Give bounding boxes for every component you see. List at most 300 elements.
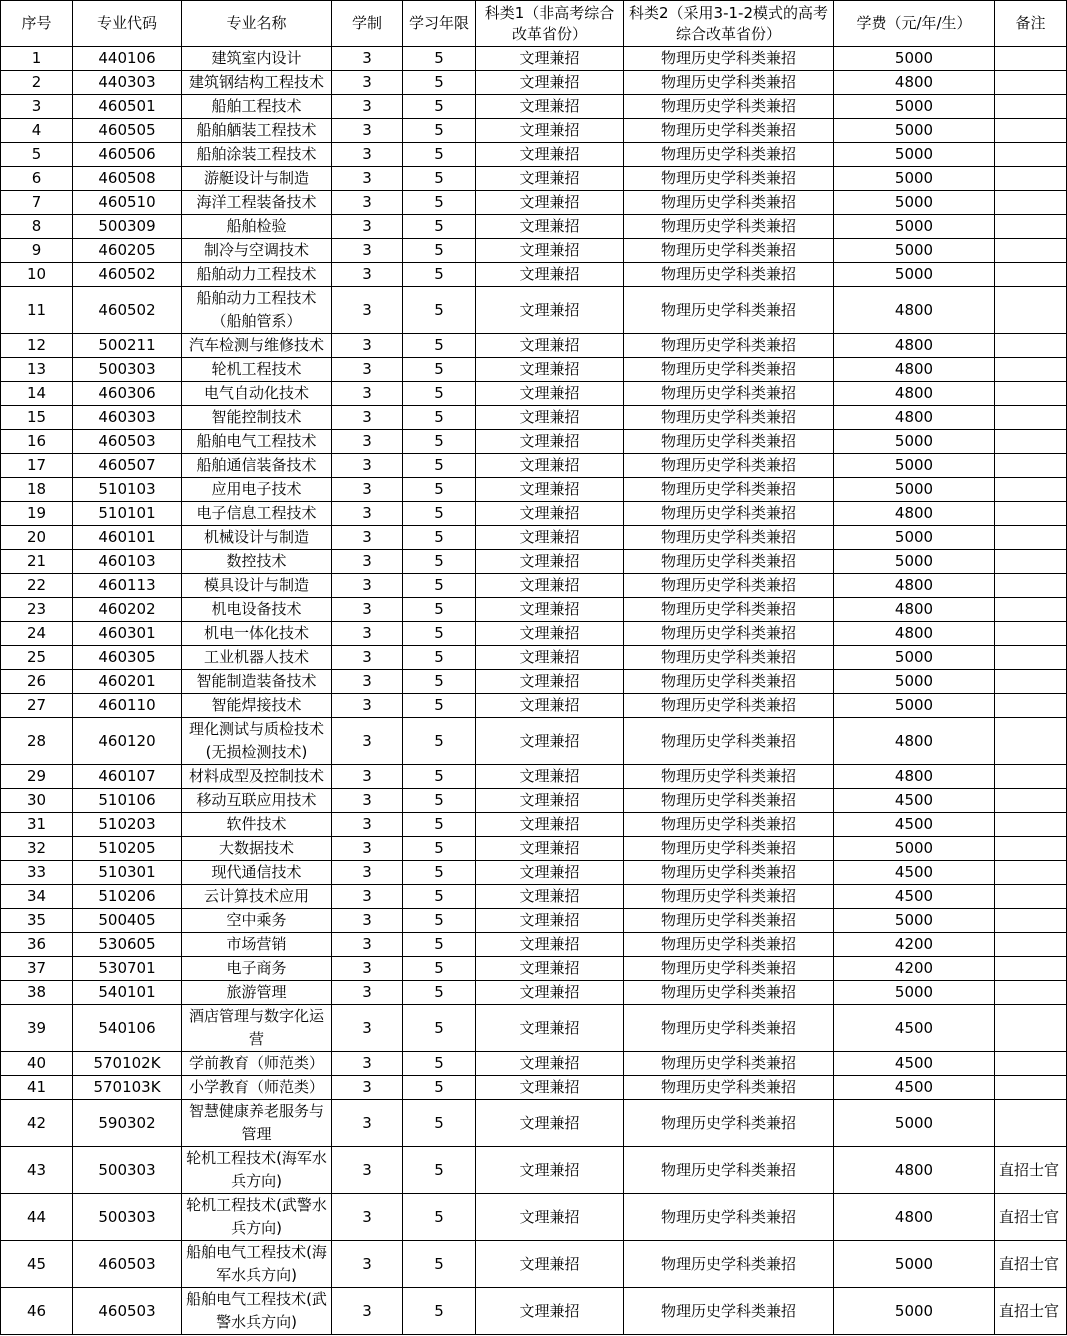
table-row xyxy=(1,694,1067,718)
category-1-cell: 文理兼招 xyxy=(476,598,624,622)
major-name-cell: 船舶电气工程技术(海军水兵方向) xyxy=(182,1241,332,1288)
program-length-cell: 3 xyxy=(332,406,403,430)
row-number-cell: 5 xyxy=(1,143,73,167)
remark-cell xyxy=(995,1100,1067,1147)
tuition-fee-cell: 5000 xyxy=(834,670,995,694)
category-2-cell: 物理历史学科类兼招 xyxy=(624,933,834,957)
category-2-cell: 物理历史学科类兼招 xyxy=(624,957,834,981)
major-name-cell: 市场营销 xyxy=(182,933,332,957)
major-name-cell: 机电一体化技术 xyxy=(182,622,332,646)
remark-cell xyxy=(995,765,1067,789)
remark-cell xyxy=(995,334,1067,358)
category-2-cell: 物理历史学科类兼招 xyxy=(624,502,834,526)
row-number-cell: 13 xyxy=(1,358,73,382)
tuition-fee-cell: 4800 xyxy=(834,765,995,789)
remark-cell xyxy=(995,598,1067,622)
study-years-cell: 5 xyxy=(403,789,476,813)
tuition-fee-cell: 5000 xyxy=(834,646,995,670)
major-code-cell: 460301 xyxy=(73,622,182,646)
category-2-cell: 物理历史学科类兼招 xyxy=(624,167,834,191)
table-row xyxy=(1,382,1067,406)
category-2-cell: 物理历史学科类兼招 xyxy=(624,574,834,598)
study-years-cell: 5 xyxy=(403,454,476,478)
row-number-cell: 45 xyxy=(1,1241,73,1288)
remark-cell xyxy=(995,550,1067,574)
category-2-cell: 物理历史学科类兼招 xyxy=(624,47,834,71)
major-code-cell: 530701 xyxy=(73,957,182,981)
table-row xyxy=(1,1288,1067,1335)
category-2-cell: 物理历史学科类兼招 xyxy=(624,454,834,478)
remark-cell xyxy=(995,47,1067,71)
remark-cell xyxy=(995,813,1067,837)
category-2-cell: 物理历史学科类兼招 xyxy=(624,1288,834,1335)
table-row xyxy=(1,598,1067,622)
table-row xyxy=(1,454,1067,478)
tuition-fee-cell: 5000 xyxy=(834,191,995,215)
table-row xyxy=(1,670,1067,694)
remark-cell xyxy=(995,789,1067,813)
major-name-cell: 船舶电气工程技术(武警水兵方向) xyxy=(182,1288,332,1335)
table-row xyxy=(1,47,1067,71)
category-2-cell: 物理历史学科类兼招 xyxy=(624,1052,834,1076)
category-1-cell: 文理兼招 xyxy=(476,502,624,526)
remark-cell xyxy=(995,119,1067,143)
header-cell: 科类2（采用3-1-2模式的高考综合改革省份） xyxy=(624,1,834,47)
table-row xyxy=(1,334,1067,358)
study-years-cell: 5 xyxy=(403,646,476,670)
remark-cell xyxy=(995,574,1067,598)
category-1-cell: 文理兼招 xyxy=(476,454,624,478)
major-code-cell: 460113 xyxy=(73,574,182,598)
row-number-cell: 29 xyxy=(1,765,73,789)
category-1-cell: 文理兼招 xyxy=(476,957,624,981)
major-name-cell: 材料成型及控制技术 xyxy=(182,765,332,789)
major-code-cell: 460506 xyxy=(73,143,182,167)
category-2-cell: 物理历史学科类兼招 xyxy=(624,287,834,334)
category-2-cell: 物理历史学科类兼招 xyxy=(624,143,834,167)
remark-cell xyxy=(995,646,1067,670)
table-row xyxy=(1,119,1067,143)
program-length-cell: 3 xyxy=(332,957,403,981)
major-code-cell: 460503 xyxy=(73,1241,182,1288)
header-cell: 学费（元/年/生） xyxy=(834,1,995,47)
category-1-cell: 文理兼招 xyxy=(476,885,624,909)
category-2-cell: 物理历史学科类兼招 xyxy=(624,239,834,263)
tuition-fee-cell: 5000 xyxy=(834,239,995,263)
major-code-cell: 590302 xyxy=(73,1100,182,1147)
major-code-cell: 460501 xyxy=(73,95,182,119)
remark-cell xyxy=(995,454,1067,478)
category-1-cell: 文理兼招 xyxy=(476,239,624,263)
row-number-cell: 1 xyxy=(1,47,73,71)
program-length-cell: 3 xyxy=(332,191,403,215)
tuition-fee-cell: 4500 xyxy=(834,813,995,837)
category-1-cell: 文理兼招 xyxy=(476,478,624,502)
category-1-cell: 文理兼招 xyxy=(476,1052,624,1076)
study-years-cell: 5 xyxy=(403,694,476,718)
header-cell: 专业代码 xyxy=(73,1,182,47)
major-name-cell: 数控技术 xyxy=(182,550,332,574)
category-1-cell: 文理兼招 xyxy=(476,837,624,861)
table-row xyxy=(1,478,1067,502)
major-code-cell: 500303 xyxy=(73,1147,182,1194)
row-number-cell: 36 xyxy=(1,933,73,957)
study-years-cell: 5 xyxy=(403,1147,476,1194)
remark-cell xyxy=(995,167,1067,191)
tuition-fee-cell: 5000 xyxy=(834,215,995,239)
study-years-cell: 5 xyxy=(403,718,476,765)
category-2-cell: 物理历史学科类兼招 xyxy=(624,95,834,119)
major-code-cell: 460505 xyxy=(73,119,182,143)
table-row xyxy=(1,1241,1067,1288)
program-length-cell: 3 xyxy=(332,1052,403,1076)
category-2-cell: 物理历史学科类兼招 xyxy=(624,1076,834,1100)
category-2-cell: 物理历史学科类兼招 xyxy=(624,885,834,909)
major-name-cell: 船舶通信装备技术 xyxy=(182,454,332,478)
table-row xyxy=(1,981,1067,1005)
category-2-cell: 物理历史学科类兼招 xyxy=(624,646,834,670)
program-length-cell: 3 xyxy=(332,670,403,694)
category-2-cell: 物理历史学科类兼招 xyxy=(624,622,834,646)
major-name-cell: 空中乘务 xyxy=(182,909,332,933)
program-length-cell: 3 xyxy=(332,981,403,1005)
tuition-fee-cell: 5000 xyxy=(834,526,995,550)
major-code-cell: 510205 xyxy=(73,837,182,861)
major-name-cell: 学前教育（师范类） xyxy=(182,1052,332,1076)
major-name-cell: 船舶工程技术 xyxy=(182,95,332,119)
program-length-cell: 3 xyxy=(332,933,403,957)
study-years-cell: 5 xyxy=(403,215,476,239)
major-name-cell: 游艇设计与制造 xyxy=(182,167,332,191)
program-length-cell: 3 xyxy=(332,1147,403,1194)
major-name-cell: 建筑钢结构工程技术 xyxy=(182,71,332,95)
tuition-fee-cell: 4800 xyxy=(834,334,995,358)
category-2-cell: 物理历史学科类兼招 xyxy=(624,813,834,837)
major-code-cell: 460107 xyxy=(73,765,182,789)
category-2-cell: 物理历史学科类兼招 xyxy=(624,1100,834,1147)
remark-cell xyxy=(995,885,1067,909)
tuition-fee-cell: 5000 xyxy=(834,143,995,167)
major-name-cell: 机电设备技术 xyxy=(182,598,332,622)
major-name-cell: 智能焊接技术 xyxy=(182,694,332,718)
category-1-cell: 文理兼招 xyxy=(476,263,624,287)
category-1-cell: 文理兼招 xyxy=(476,191,624,215)
row-number-cell: 35 xyxy=(1,909,73,933)
study-years-cell: 5 xyxy=(403,957,476,981)
row-number-cell: 41 xyxy=(1,1076,73,1100)
study-years-cell: 5 xyxy=(403,502,476,526)
table-row xyxy=(1,813,1067,837)
remark-cell xyxy=(995,670,1067,694)
row-number-cell: 7 xyxy=(1,191,73,215)
major-code-cell: 460103 xyxy=(73,550,182,574)
program-length-cell: 3 xyxy=(332,47,403,71)
major-code-cell: 500211 xyxy=(73,334,182,358)
category-2-cell: 物理历史学科类兼招 xyxy=(624,430,834,454)
major-code-cell: 500303 xyxy=(73,358,182,382)
remark-cell xyxy=(995,71,1067,95)
tuition-fee-cell: 5000 xyxy=(834,1100,995,1147)
remark-cell: 直招士官 xyxy=(995,1241,1067,1288)
category-2-cell: 物理历史学科类兼招 xyxy=(624,382,834,406)
major-name-cell: 船舶电气工程技术 xyxy=(182,430,332,454)
remark-cell xyxy=(995,239,1067,263)
major-name-cell: 建筑室内设计 xyxy=(182,47,332,71)
major-name-cell: 大数据技术 xyxy=(182,837,332,861)
category-1-cell: 文理兼招 xyxy=(476,789,624,813)
study-years-cell: 5 xyxy=(403,1076,476,1100)
major-code-cell: 460101 xyxy=(73,526,182,550)
study-years-cell: 5 xyxy=(403,478,476,502)
category-1-cell: 文理兼招 xyxy=(476,215,624,239)
study-years-cell: 5 xyxy=(403,933,476,957)
study-years-cell: 5 xyxy=(403,1241,476,1288)
row-number-cell: 44 xyxy=(1,1194,73,1241)
table-row xyxy=(1,430,1067,454)
tuition-fee-cell: 5000 xyxy=(834,430,995,454)
row-number-cell: 38 xyxy=(1,981,73,1005)
tuition-fee-cell: 4800 xyxy=(834,1194,995,1241)
remark-cell xyxy=(995,622,1067,646)
study-years-cell: 5 xyxy=(403,239,476,263)
category-1-cell: 文理兼招 xyxy=(476,670,624,694)
program-length-cell: 3 xyxy=(332,765,403,789)
program-length-cell: 3 xyxy=(332,837,403,861)
category-1-cell: 文理兼招 xyxy=(476,358,624,382)
tuition-fee-cell: 4800 xyxy=(834,718,995,765)
major-code-cell: 460510 xyxy=(73,191,182,215)
program-length-cell: 3 xyxy=(332,454,403,478)
category-2-cell: 物理历史学科类兼招 xyxy=(624,789,834,813)
remark-cell xyxy=(995,263,1067,287)
category-1-cell: 文理兼招 xyxy=(476,813,624,837)
tuition-fee-cell: 4800 xyxy=(834,71,995,95)
table-row xyxy=(1,71,1067,95)
major-code-cell: 510106 xyxy=(73,789,182,813)
major-code-cell: 540101 xyxy=(73,981,182,1005)
tuition-fee-cell: 4500 xyxy=(834,861,995,885)
major-code-cell: 460110 xyxy=(73,694,182,718)
study-years-cell: 5 xyxy=(403,263,476,287)
row-number-cell: 26 xyxy=(1,670,73,694)
tuition-fee-cell: 5000 xyxy=(834,454,995,478)
tuition-fee-cell: 4800 xyxy=(834,1147,995,1194)
category-1-cell: 文理兼招 xyxy=(476,622,624,646)
major-code-cell: 510103 xyxy=(73,478,182,502)
category-1-cell: 文理兼招 xyxy=(476,1100,624,1147)
major-name-cell: 现代通信技术 xyxy=(182,861,332,885)
remark-cell xyxy=(995,933,1067,957)
major-code-cell: 460306 xyxy=(73,382,182,406)
major-name-cell: 模具设计与制造 xyxy=(182,574,332,598)
major-name-cell: 船舶检验 xyxy=(182,215,332,239)
table-row xyxy=(1,789,1067,813)
tuition-fee-cell: 4800 xyxy=(834,574,995,598)
major-code-cell: 460201 xyxy=(73,670,182,694)
table-row xyxy=(1,837,1067,861)
table-row xyxy=(1,239,1067,263)
major-name-cell: 智能制造装备技术 xyxy=(182,670,332,694)
tuition-fee-cell: 4200 xyxy=(834,933,995,957)
row-number-cell: 42 xyxy=(1,1100,73,1147)
remark-cell xyxy=(995,215,1067,239)
tuition-fee-cell: 5000 xyxy=(834,167,995,191)
category-1-cell: 文理兼招 xyxy=(476,430,624,454)
category-1-cell: 文理兼招 xyxy=(476,287,624,334)
major-name-cell: 智慧健康养老服务与管理 xyxy=(182,1100,332,1147)
tuition-fee-cell: 5000 xyxy=(834,1288,995,1335)
remark-cell xyxy=(995,837,1067,861)
study-years-cell: 5 xyxy=(403,71,476,95)
category-1-cell: 文理兼招 xyxy=(476,646,624,670)
major-name-cell: 酒店管理与数字化运营 xyxy=(182,1005,332,1052)
table-row xyxy=(1,191,1067,215)
study-years-cell: 5 xyxy=(403,670,476,694)
major-name-cell: 轮机工程技术(武警水兵方向) xyxy=(182,1194,332,1241)
row-number-cell: 12 xyxy=(1,334,73,358)
category-2-cell: 物理历史学科类兼招 xyxy=(624,694,834,718)
major-code-cell: 570103K xyxy=(73,1076,182,1100)
tuition-fee-cell: 4800 xyxy=(834,502,995,526)
major-code-cell: 460503 xyxy=(73,1288,182,1335)
major-name-cell: 软件技术 xyxy=(182,813,332,837)
table-row xyxy=(1,646,1067,670)
table-row xyxy=(1,406,1067,430)
program-length-cell: 3 xyxy=(332,718,403,765)
program-length-cell: 3 xyxy=(332,909,403,933)
major-name-cell: 电子信息工程技术 xyxy=(182,502,332,526)
program-length-cell: 3 xyxy=(332,263,403,287)
category-1-cell: 文理兼招 xyxy=(476,574,624,598)
table-row xyxy=(1,622,1067,646)
tuition-fee-cell: 5000 xyxy=(834,694,995,718)
program-length-cell: 3 xyxy=(332,430,403,454)
remark-cell xyxy=(995,526,1067,550)
study-years-cell: 5 xyxy=(403,430,476,454)
category-1-cell: 文理兼招 xyxy=(476,550,624,574)
remark-cell xyxy=(995,718,1067,765)
study-years-cell: 5 xyxy=(403,861,476,885)
study-years-cell: 5 xyxy=(403,550,476,574)
tuition-fee-cell: 5000 xyxy=(834,981,995,1005)
program-length-cell: 3 xyxy=(332,598,403,622)
remark-cell xyxy=(995,430,1067,454)
remark-cell xyxy=(995,478,1067,502)
major-name-cell: 船舶涂装工程技术 xyxy=(182,143,332,167)
program-length-cell: 3 xyxy=(332,526,403,550)
program-length-cell: 3 xyxy=(332,334,403,358)
major-name-cell: 汽车检测与维修技术 xyxy=(182,334,332,358)
remark-cell: 直招士官 xyxy=(995,1194,1067,1241)
category-2-cell: 物理历史学科类兼招 xyxy=(624,837,834,861)
major-code-cell: 570102K xyxy=(73,1052,182,1076)
category-2-cell: 物理历史学科类兼招 xyxy=(624,191,834,215)
category-2-cell: 物理历史学科类兼招 xyxy=(624,1241,834,1288)
program-length-cell: 3 xyxy=(332,1100,403,1147)
program-length-cell: 3 xyxy=(332,813,403,837)
major-name-cell: 轮机工程技术(海军水兵方向) xyxy=(182,1147,332,1194)
row-number-cell: 9 xyxy=(1,239,73,263)
study-years-cell: 5 xyxy=(403,1052,476,1076)
category-1-cell: 文理兼招 xyxy=(476,1288,624,1335)
program-length-cell: 3 xyxy=(332,789,403,813)
table-row xyxy=(1,1194,1067,1241)
program-length-cell: 3 xyxy=(332,885,403,909)
row-number-cell: 25 xyxy=(1,646,73,670)
row-number-cell: 33 xyxy=(1,861,73,885)
table-row xyxy=(1,167,1067,191)
major-name-cell: 智能控制技术 xyxy=(182,406,332,430)
category-2-cell: 物理历史学科类兼招 xyxy=(624,478,834,502)
table-row xyxy=(1,718,1067,765)
table-row xyxy=(1,574,1067,598)
row-number-cell: 8 xyxy=(1,215,73,239)
table-row xyxy=(1,885,1067,909)
major-code-cell: 460508 xyxy=(73,167,182,191)
header-row xyxy=(1,1,1067,47)
study-years-cell: 5 xyxy=(403,334,476,358)
remark-cell xyxy=(995,1076,1067,1100)
row-number-cell: 17 xyxy=(1,454,73,478)
tuition-fee-cell: 4500 xyxy=(834,885,995,909)
major-code-cell: 500303 xyxy=(73,1194,182,1241)
category-1-cell: 文理兼招 xyxy=(476,1241,624,1288)
major-name-cell: 移动互联应用技术 xyxy=(182,789,332,813)
table-row xyxy=(1,95,1067,119)
study-years-cell: 5 xyxy=(403,358,476,382)
major-code-cell: 510101 xyxy=(73,502,182,526)
program-length-cell: 3 xyxy=(332,167,403,191)
category-2-cell: 物理历史学科类兼招 xyxy=(624,263,834,287)
category-2-cell: 物理历史学科类兼招 xyxy=(624,909,834,933)
tuition-fee-cell: 4500 xyxy=(834,1005,995,1052)
category-1-cell: 文理兼招 xyxy=(476,718,624,765)
tuition-fee-cell: 5000 xyxy=(834,95,995,119)
table-row xyxy=(1,358,1067,382)
study-years-cell: 5 xyxy=(403,119,476,143)
tuition-fee-cell: 4200 xyxy=(834,957,995,981)
table-row xyxy=(1,287,1067,334)
category-2-cell: 物理历史学科类兼招 xyxy=(624,670,834,694)
program-length-cell: 3 xyxy=(332,646,403,670)
study-years-cell: 5 xyxy=(403,837,476,861)
study-years-cell: 5 xyxy=(403,191,476,215)
tuition-fee-cell: 5000 xyxy=(834,47,995,71)
program-length-cell: 3 xyxy=(332,215,403,239)
table-row xyxy=(1,263,1067,287)
major-code-cell: 530605 xyxy=(73,933,182,957)
category-2-cell: 物理历史学科类兼招 xyxy=(624,406,834,430)
tuition-fee-cell: 5000 xyxy=(834,1241,995,1288)
major-code-cell: 500309 xyxy=(73,215,182,239)
remark-cell xyxy=(995,694,1067,718)
header-cell: 专业名称 xyxy=(182,1,332,47)
major-name-cell: 旅游管理 xyxy=(182,981,332,1005)
category-1-cell: 文理兼招 xyxy=(476,1147,624,1194)
table-row xyxy=(1,1076,1067,1100)
program-length-cell: 3 xyxy=(332,622,403,646)
category-1-cell: 文理兼招 xyxy=(476,526,624,550)
tuition-fee-cell: 4800 xyxy=(834,598,995,622)
row-number-cell: 28 xyxy=(1,718,73,765)
category-2-cell: 物理历史学科类兼招 xyxy=(624,550,834,574)
row-number-cell: 3 xyxy=(1,95,73,119)
row-number-cell: 43 xyxy=(1,1147,73,1194)
study-years-cell: 5 xyxy=(403,1100,476,1147)
category-2-cell: 物理历史学科类兼招 xyxy=(624,215,834,239)
remark-cell xyxy=(995,981,1067,1005)
category-1-cell: 文理兼招 xyxy=(476,1076,624,1100)
